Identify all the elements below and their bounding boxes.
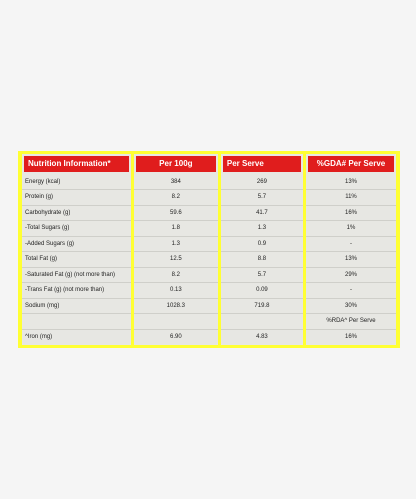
cell-gda: 13% [306, 175, 396, 191]
cell-nutrient: Carbohydrate (g) [22, 206, 131, 222]
column-nutrient [22, 154, 131, 345]
cell-per-serve: 719.8 [221, 299, 303, 315]
cell-nutrient: ^Iron (mg) [25, 334, 53, 341]
cell-nutrient: -Saturated Fat (g) (not more than) [22, 268, 131, 284]
cell-nutrient: -Total Sugars (g) [22, 221, 131, 237]
cell-per-serve: 41.7 [221, 206, 303, 222]
cell-per-serve: 0.9 [221, 237, 303, 253]
cell-per-100g: 384 [134, 175, 218, 191]
cell-per-100g: 0.13 [134, 283, 218, 299]
cell-per-100g: 8.2 [134, 190, 218, 206]
header-per-100g: Per 100g [136, 156, 216, 172]
column-per-100g [134, 154, 218, 345]
cell-gda: 30% [306, 299, 396, 315]
cell-nutrient: Total Fat (g) [22, 252, 131, 268]
cell-per-100g: 59.6 [134, 206, 218, 222]
cell-per-serve: 0.09 [221, 283, 303, 299]
header-gda-per-serve: %GDA# Per Serve [308, 156, 394, 172]
cell-per-serve: 5.7 [221, 190, 303, 206]
cell-per-100g: 6.90 [170, 334, 182, 341]
cell-per-serve: 5.7 [221, 268, 303, 284]
column-per-serve [221, 154, 303, 345]
nutrition-table [18, 151, 400, 348]
cell-per-100g: 12.5 [134, 252, 218, 268]
cell-per-100g: 8.2 [134, 268, 218, 284]
cell-per-serve: 4.83 [256, 334, 268, 341]
cell-nutrient [22, 314, 131, 330]
column-gda-per-serve [306, 154, 396, 345]
cell-nutrient: Energy (kcal) [22, 175, 131, 191]
cell-gda: 16% [306, 206, 396, 222]
cell-gda: 11% [306, 190, 396, 206]
cell-gda: 1% [306, 221, 396, 237]
cell-nutrient: Protein (g) [22, 190, 131, 206]
header-nutrition-information: Nutrition Information* [24, 156, 129, 172]
cell-gda: %RDA^ Per Serve [306, 314, 396, 330]
cell-gda: - [306, 283, 396, 299]
cell-gda: 16% [344, 334, 357, 341]
cell-per-serve: 1.3 [221, 221, 303, 237]
cell-nutrient: -Added Sugars (g) [22, 237, 131, 253]
cell-per-100g: 1.3 [134, 237, 218, 253]
cell-per-100g [134, 314, 218, 330]
cell-per-serve: 269 [221, 175, 303, 191]
header-per-serve: Per Serve [223, 156, 301, 172]
cell-per-100g: 1028.3 [134, 299, 218, 315]
cell-nutrient: Sodium (mg) [22, 299, 131, 315]
cell-per-serve: 8.8 [221, 252, 303, 268]
cell-per-100g: 1.8 [134, 221, 218, 237]
cell-gda: 29% [306, 268, 396, 284]
cell-gda: 13% [306, 252, 396, 268]
cell-gda: - [306, 237, 396, 253]
cell-per-serve [221, 314, 303, 330]
cell-nutrient: -Trans Fat (g) (not more than) [22, 283, 131, 299]
